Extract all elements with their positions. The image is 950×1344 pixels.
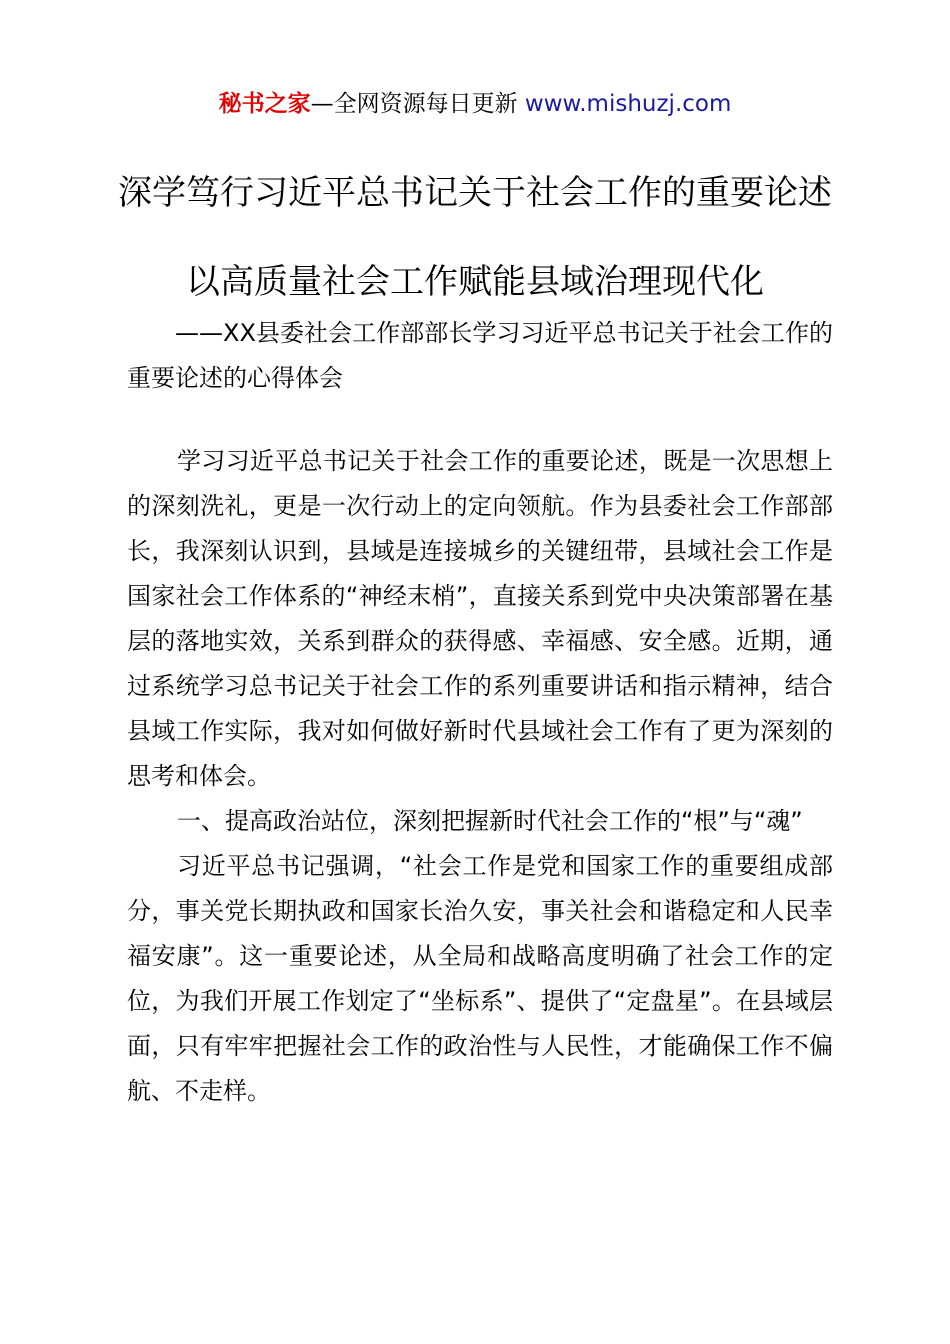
header-tagline: —全网资源每日更新: [310, 91, 525, 117]
document-body: [127, 439, 833, 1114]
site-brand: 秘书之家: [218, 91, 311, 117]
site-header: [0, 86, 950, 122]
site-url-link[interactable]: www.mishuzj.com: [524, 91, 732, 117]
document-title: 深学笃行习近平总书记关于社会工作的重要论述: [118, 173, 832, 213]
body-paragraph: 习近平总书记强调，“社会工作是党和国家工作的重要组成部分，事关党长期执政和国家长治久安，事关社会和谐稳定和人民幸福安康”。这一重要论述，从全局和战略高度明确了社会工作的定位，为我们开展工作划定了“坐标系”、提供了“定盘星”。在县域层面，只有牢牢把握社会工作的政治性与人民性，才能确保工作不偏航、不走样。: [127, 852, 833, 1105]
section-heading: 一、提高政治站位，深刻把握新时代社会工作的“根”与“魂”: [177, 807, 803, 835]
intro-paragraph: 学习习近平总书记关于社会工作的重要论述，既是一次思想上的深刻洗礼，更是一次行动上的定向领航。作为县委社会工作部部长，我深刻认识到，县域是连接城乡的关键纽带，县域社会工作是国家社会工作体系的“神经末梢”，直接关系到党中央决策部署在基层的落地实效，关系到群众的获得感、幸福感、安全感。近期，通过系统学习总书记关于社会工作的系列重要讲话和指示精神，结合县域工作实际，我对如何做好新时代县域社会工作有了更为深刻的思考和体会。: [127, 447, 833, 790]
document-subtitle: ——XX县委社会工作部部长学习习近平总书记关于社会工作的重要论述的心得体会: [127, 319, 833, 392]
document-title-line2: 以高质量社会工作赋能县域治理现代化: [186, 262, 764, 302]
